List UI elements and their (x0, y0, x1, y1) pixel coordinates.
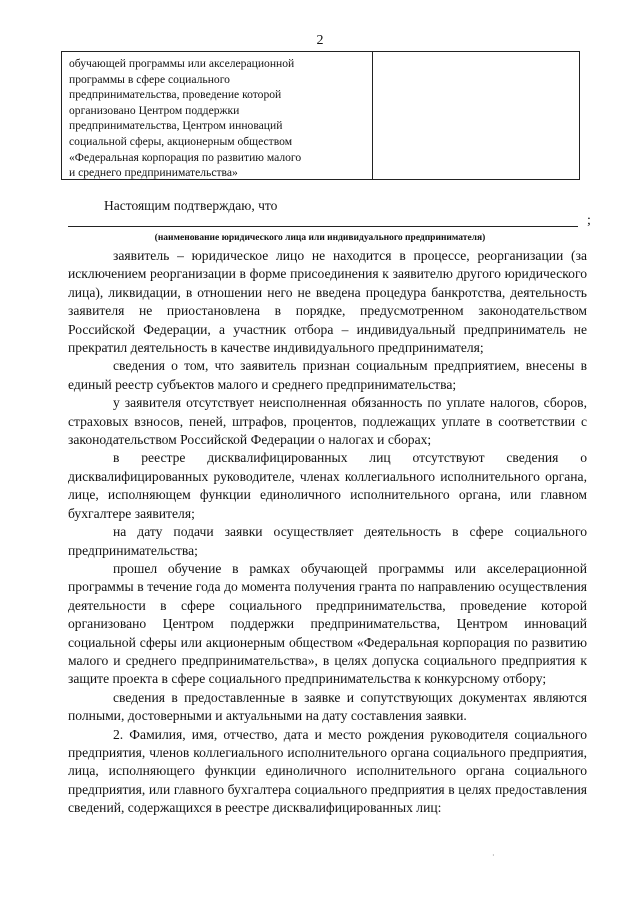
paragraph: у заявителя отсутствует неисполненная обязанность по уплате налогов, сборов, страховых взносов, пеней, штрафов, процентов, подлежащих уплате в соответствии с законодательством Российской Федерации о налогах и сборах; (68, 395, 587, 448)
scan-speck: · (492, 851, 495, 860)
declaration-body (68, 247, 587, 818)
line-semicolon: ; (587, 213, 591, 228)
page-number: 2 (316, 33, 324, 48)
table-right-cell (373, 52, 579, 179)
paragraph: прошел обучение в рамках обучающей программы или акселерационной программы в течение года до момента получения гранта по направлению осуществления деятельности в сфере социального предпринимательства, проведение которой организовано Центром поддержки предпринимательства, Центром инноваций социальной сферы или акционерным обществом «Федеральная корпорация по развитию малого и среднего предпринимательства», в целях допуска социального предприятия к защите проекта в сфере социального предпринимательства к конкурсному отбору; (68, 560, 587, 687)
paragraph: сведения в предоставленные в заявке и сопутствующих документах являются полными, достоверными и актуальными на дату составления заявки. (68, 689, 587, 724)
continuation-table (61, 51, 580, 180)
paragraph: сведения о том, что заявитель признан социальным предприятием, внесены в единый реестр субъектов малого и среднего предпринимательства; (68, 358, 587, 392)
applicant-name-line (68, 226, 578, 227)
table-left-cell: обучающей программы или акселерационной программы в сфере социального предпринимательства, проведение которой организовано Центром поддержки предпринимательства, Центром инноваций социальной сферы, акционерным обществом «Федеральная корпорация по развитию малого и среднего предпринимательства» (62, 52, 373, 179)
line-caption: (наименование юридического лица или индивидуального предпринимателя) (154, 233, 486, 243)
paragraph: на дату подачи заявки осуществляет деятельность в сфере социального предпринимательства; (68, 524, 587, 558)
paragraph: в реестре дисквалифицированных лиц отсутствуют сведения о дисквалифицированных руководителе, членах коллегиального исполнительного органа, лице, исполняющем функции единоличного исполнительного органа, или главном бухгалтере заявителя; (68, 450, 587, 521)
paragraph: 2. Фамилия, имя, отчество, дата и место рождения руководителя социального предприятия, членов коллегиального исполнительного органа социального предприятия, лица, исполняющего функции единоличного исполнительного органа социального предприятия, или главного бухгалтера социального предприятия в целях предоставления сведений, содержащихся в реестре дисквалифицированных лиц: (68, 726, 587, 816)
confirmation-intro: Настоящим подтверждаю, что (104, 198, 278, 213)
paragraph: заявитель – юридическое лицо не находится в процессе, реорганизации (за исключением реорганизации в форме присоединения к заявителю другого юридического лица), ликвидации, в отношении него не введена процедура банкротства, деятельность заявителя не приостановлена в порядке, предусмотренном законодательством Российской Федерации, а участник отбора – индивидуальный предприниматель не прекратил деятельность в качестве индивидуального предпринимателя; (68, 248, 587, 356)
